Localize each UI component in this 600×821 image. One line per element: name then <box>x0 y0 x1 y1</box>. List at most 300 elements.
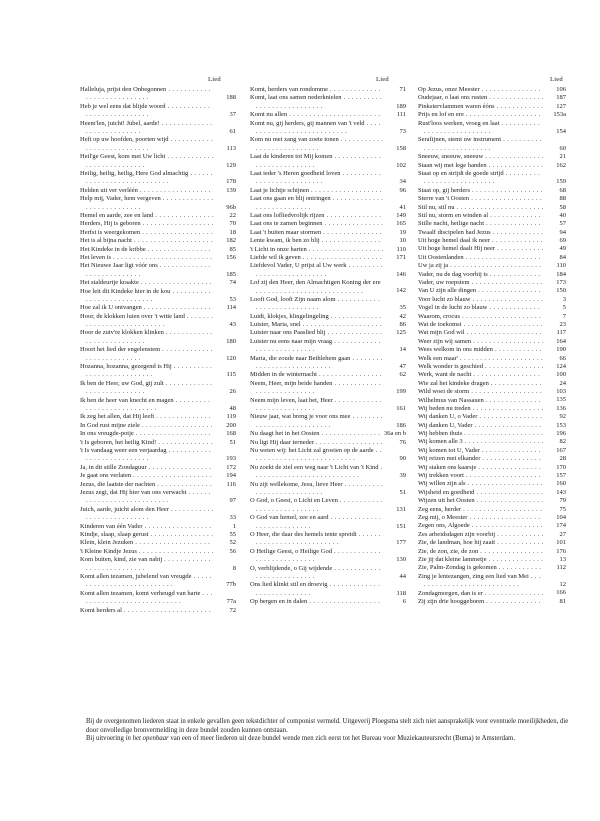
index-entry <box>418 254 566 262</box>
song-number: 61 <box>229 127 236 135</box>
index-entry <box>418 170 566 187</box>
index-entry <box>250 371 406 379</box>
song-title: Helden uit ver verléén . . . <box>80 187 236 195</box>
song-title: O, verblijdende, o Gij wijdende . . . <box>250 565 406 582</box>
index-entry <box>250 464 406 481</box>
song-number: 49 <box>559 245 566 253</box>
song-number: 22 <box>229 211 236 219</box>
index-entry <box>418 338 566 346</box>
song-title: Jezus, die laatste der nachten . . . <box>80 481 236 489</box>
index-entry <box>250 86 406 94</box>
song-title: Nu zijt wellekome, Jesu, lieve Heer . . . <box>250 481 406 498</box>
song-title: Wij komen tot U, Vader . . . <box>418 447 566 455</box>
song-title: 't Is geboren, het heilig Kind! . . . <box>80 439 236 447</box>
index-entry <box>80 195 236 212</box>
song-title: Komt nu allen . . . <box>250 111 406 119</box>
index-entry <box>250 355 406 372</box>
song-title: Liefde wil ik geven . . . <box>250 254 406 262</box>
song-number: 37 <box>229 111 236 119</box>
index-entry <box>250 413 406 430</box>
song-number: 142 <box>396 287 406 295</box>
song-title: Zie, de landman, hoe hij zaait . . . <box>418 539 566 547</box>
index-entry <box>250 329 406 337</box>
song-title: Herders, Hij is geboren . . . <box>80 220 236 228</box>
song-number: 186 <box>396 421 406 429</box>
index-entry <box>418 313 566 321</box>
index-entry <box>80 187 236 195</box>
song-number: 115 <box>226 371 236 379</box>
song-title: Jezus zegt, dat Hij hier van ons verwacht . . . <box>80 489 236 506</box>
song-number: 8 <box>232 564 236 572</box>
song-title: Wijsheid en goedheid . . . <box>418 489 566 497</box>
song-number: 151 <box>396 522 406 530</box>
index-entry <box>250 439 406 447</box>
index-entry <box>418 262 566 270</box>
index-entry <box>418 237 566 245</box>
song-title: Kinderen van één Vader . . . <box>80 523 236 531</box>
song-number: 156 <box>226 253 236 261</box>
song-title: O God, o Geest, o Licht en Leven . . . <box>250 497 406 514</box>
index-column-3 <box>418 86 566 606</box>
index-entry <box>80 447 236 464</box>
song-number: 187 <box>556 94 566 102</box>
index-entry <box>418 94 566 102</box>
index-entry <box>250 581 406 598</box>
song-title: Ik ben de Heer, uw God, gij zult . . . <box>80 380 236 397</box>
song-title: Wij willen zijn als . . . <box>418 480 566 488</box>
index-entry <box>418 380 566 388</box>
index-entry <box>418 271 566 279</box>
song-title: Kom nu met zang van zoete tonen . . . <box>250 136 406 153</box>
song-number: 200 <box>226 421 236 429</box>
index-entry <box>250 313 406 321</box>
index-entry <box>250 565 406 582</box>
index-entry <box>250 254 406 262</box>
song-number: 135 <box>556 396 566 404</box>
song-title: Komt allen tezamen, jubelend van vreugde . . . <box>80 573 236 590</box>
song-number: 119 <box>226 413 236 421</box>
song-title: Prijs en lof en ere . . . <box>418 111 566 119</box>
song-title: Zeg eens, herder . . . <box>418 506 566 514</box>
song-title: Lente kwam, ik ben zo blij . . . <box>250 237 406 245</box>
index-entry <box>80 262 236 279</box>
song-title: Zegen ons, Algoede . . . <box>418 522 566 530</box>
song-number: 176 <box>556 547 566 555</box>
song-title: Staat op, gij herders . . . <box>418 187 566 195</box>
index-entry <box>418 388 566 396</box>
song-title: Hoe zal ik U ontvangen . . . <box>80 304 236 312</box>
index-entry <box>80 464 236 472</box>
song-number: 168 <box>226 430 236 438</box>
song-number: 39 <box>399 472 406 480</box>
index-entry <box>418 405 566 413</box>
song-number: 110 <box>556 262 566 270</box>
song-title: Wilhelmus van Nassauen . . . <box>418 397 566 405</box>
song-title: Komt, laat ons samen nederknielen . . . <box>250 94 406 111</box>
song-title: Het leven is . . . <box>80 254 236 262</box>
index-entry <box>80 413 236 421</box>
song-number: 178 <box>226 178 236 186</box>
song-number: 150 <box>556 287 566 295</box>
song-title: Ik ben de heer van knecht en magen . . . <box>80 397 236 414</box>
index-entry <box>418 371 566 379</box>
song-number: 86 <box>399 321 406 329</box>
index-entry <box>250 94 406 111</box>
index-entry <box>250 170 406 187</box>
song-title: Komt nu, gij herders, gij mannen van 't veld . . . <box>250 120 406 137</box>
index-entry <box>250 296 406 313</box>
index-entry <box>80 481 236 489</box>
song-number: 120 <box>226 354 236 362</box>
index-entry <box>250 481 406 498</box>
song-number: 189 <box>396 102 406 110</box>
song-number: 194 <box>226 472 236 480</box>
footnote-attribution: Bij de overgenomen liederen staat in enkele gevallen geen tekstdichter of componist vermeld. Uitgeverij Ploegsma stelt zich niet aansprakelijk voor eventuele moeilijkheden, die door onvolledige bronvermelding in deze bundel zouden kunnen ontstaan. <box>86 718 569 734</box>
song-number: 153a <box>553 111 566 119</box>
index-entry <box>418 220 566 228</box>
song-number: 129 <box>226 161 236 169</box>
song-number: 57 <box>559 220 566 228</box>
index-entry <box>418 514 566 522</box>
index-entry <box>80 430 236 438</box>
song-title: Wees welkom in ons midden . . . <box>418 346 566 354</box>
song-number: 166 <box>556 589 566 597</box>
index-entry <box>418 187 566 195</box>
song-title: Heft op uw hoofden, poorten wijd . . . <box>80 136 236 153</box>
song-number: 12 <box>559 581 566 589</box>
song-title: Maria, die zoude naar Bethlehem gaan . . . <box>250 355 406 372</box>
song-title: Je gaat ons verlaten . . . <box>80 472 236 480</box>
index-entry <box>250 531 406 548</box>
song-number: 101 <box>556 539 566 547</box>
index-entry <box>80 329 236 346</box>
song-title: Stille nacht, heilige nacht . . . <box>418 220 566 228</box>
song-number: 28 <box>559 455 566 463</box>
song-title: Op bergen en in dalen . . . <box>250 598 406 606</box>
song-number: 94 <box>559 228 566 236</box>
song-number: 110 <box>396 245 406 253</box>
song-title: Nu zoekt de ziel een weg naar 't Licht van 't Kind . . . <box>250 464 406 481</box>
song-number: 71 <box>399 85 406 93</box>
song-number: 136 <box>556 404 566 412</box>
index-entry <box>80 380 236 397</box>
song-title: Komt, herders van rondomme . . . <box>250 86 406 94</box>
song-title: Heil'ge Geest, kom met Uw licht . . . <box>80 153 236 170</box>
song-title: Nieuw jaar, wat breng je voor ons mee . . . <box>250 413 406 430</box>
song-number: 66 <box>559 354 566 362</box>
song-title: Vader, nu de dag voorbij is . . . <box>418 271 566 279</box>
index-entry <box>418 455 566 463</box>
song-title: Rust'loos werken, vroeg en laat . . . <box>418 120 566 137</box>
song-title: Zing je lentezangen, zing een lied van Mei . . . <box>418 573 566 590</box>
song-title: Stil nu, storm en winden al . . . <box>418 212 566 220</box>
song-title: Hoe leit dit Kindeke hier in de kou . . . <box>80 288 236 305</box>
song-title: Hozanna, hozanna, gezegend is Hij . . . <box>80 363 236 380</box>
index-entry <box>250 187 406 195</box>
song-number: 158 <box>396 144 406 152</box>
song-title: Werk, want de nacht . . . <box>418 371 566 379</box>
index-entry <box>80 136 236 153</box>
index-entry <box>80 472 236 480</box>
song-title: Luister, Maria, snel . . . <box>250 321 406 329</box>
song-number: 77a <box>226 598 236 606</box>
song-number: 51 <box>229 438 236 446</box>
index-entry <box>250 497 406 514</box>
song-number: 77b <box>226 581 236 589</box>
index-entry <box>418 279 566 287</box>
song-title: Laat ieder 's Heren goedheid loven . . . <box>250 170 406 187</box>
index-entry <box>80 556 236 573</box>
song-title: Wij beden nu treden . . . <box>418 405 566 413</box>
song-title: Neem mijn leven, laat het, Heer . . . <box>250 397 406 414</box>
index-entry <box>418 564 566 572</box>
song-number: 7 <box>562 312 566 320</box>
song-number: 127 <box>556 102 566 110</box>
song-number: 81 <box>559 597 566 605</box>
song-number: 153 <box>556 421 566 429</box>
index-entry <box>250 153 406 170</box>
index-entry <box>250 136 406 153</box>
index-entry <box>80 170 236 187</box>
song-number: 51 <box>399 489 406 496</box>
song-number: 111 <box>396 111 406 119</box>
index-entry <box>418 321 566 329</box>
song-number: 43 <box>229 321 236 329</box>
song-title: Het is al bijna nacht . . . <box>80 237 236 245</box>
index-entry <box>250 279 406 296</box>
song-title: O God van hemel, zee en aard . . . <box>250 514 406 531</box>
song-number: 92 <box>559 413 566 421</box>
song-number: 125 <box>396 329 406 337</box>
index-entry <box>80 153 236 170</box>
song-title: O Heer, die daar des hemels tente spreidt . . . <box>250 531 406 548</box>
song-title: Pinkstervlammen waren éóns . . . <box>418 103 566 111</box>
song-title: Uit Oostenlanden . . . <box>418 254 566 262</box>
index-entry <box>80 363 236 380</box>
index-entry <box>80 573 236 590</box>
song-title: Kindje, slaap, slaap gerust . . . <box>80 531 236 539</box>
song-number: 143 <box>556 488 566 496</box>
song-title: Weer zijn wij samen . . . <box>418 338 566 346</box>
song-title: Uw ja zij ja . . . <box>418 262 566 270</box>
song-number: 196 <box>556 430 566 438</box>
index-entry <box>418 304 566 312</box>
song-title: Hemel en aarde, zee en land . . . <box>80 212 236 220</box>
song-title: Waarom, crocus . . . <box>418 313 566 321</box>
index-entry <box>80 397 236 414</box>
song-title: Staan wij met lege handen . . . <box>418 162 566 170</box>
index-entry <box>250 120 406 137</box>
index-entry <box>80 304 236 312</box>
song-number: 34 <box>399 178 406 186</box>
index-entry <box>418 497 566 505</box>
song-title: Staat op en strijdt de goede strijd . . . <box>418 170 566 187</box>
song-title: Wij hebben thuis . . . <box>418 430 566 438</box>
song-number: 100 <box>556 371 566 379</box>
song-title: Wij danken U, Vader . . . <box>418 422 566 430</box>
index-entry <box>80 120 236 137</box>
index-entry <box>80 346 236 363</box>
song-title: Zie, de zon, zie, de zon . . . <box>418 548 566 556</box>
song-number: 58 <box>559 203 566 211</box>
song-number: 171 <box>396 253 406 261</box>
index-entry <box>80 237 236 245</box>
index-entry <box>250 380 406 397</box>
song-title: Komt herders al . . . <box>80 607 236 615</box>
song-title: Welk wonder is geschied . . . <box>418 363 566 371</box>
song-number: 130 <box>396 556 406 564</box>
song-number: 172 <box>226 463 236 471</box>
song-number: 24 <box>559 379 566 387</box>
index-entry <box>80 422 236 430</box>
song-number: 112 <box>556 564 566 572</box>
song-title: Wild woei de storm . . . <box>418 388 566 396</box>
song-number: 14 <box>399 346 406 354</box>
index-entry <box>418 422 566 430</box>
song-title: Ons lied klinkt stil en droevig . . . <box>250 581 406 598</box>
song-number: 157 <box>556 472 566 479</box>
index-entry <box>418 363 566 371</box>
song-title: Zie jij dat kleine lammetje . . . <box>418 556 566 564</box>
song-title: O Heilige Geest, o Heilige God . . . <box>250 548 406 565</box>
index-entry <box>418 430 566 438</box>
index-entry <box>80 86 236 103</box>
song-number: 5 <box>562 304 566 312</box>
song-title: Laat ons lofliedvrolijk rijzen . . . <box>250 212 406 220</box>
song-title: Wij komen alle 3 . . . <box>418 438 566 446</box>
index-entry <box>80 254 236 262</box>
song-number: 174 <box>556 522 566 530</box>
song-number: 41 <box>399 203 406 211</box>
song-title: Komt allen tezamen, komt verheugd van harte . . . <box>80 590 236 607</box>
index-entry <box>418 413 566 421</box>
song-number: 56 <box>229 547 236 555</box>
song-number: 185 <box>226 270 236 278</box>
song-title: In ons vreugde-potje . . . <box>80 430 236 438</box>
song-number: 118 <box>396 589 406 597</box>
song-title: Laat je lichtje schijnen . . . <box>250 187 406 195</box>
column-header-lied: Lied <box>208 76 221 83</box>
song-number: 160 <box>556 480 566 488</box>
song-number: 47 <box>399 363 406 371</box>
song-title: Nu daagt het in het Oosten . . . <box>250 430 406 438</box>
index-entry <box>250 598 406 606</box>
song-title: Laat de kinderen tot Mij komen . . . <box>250 153 406 170</box>
index-entry <box>418 522 566 530</box>
song-title: Luister naar ons Paaslied blij . . . <box>250 329 406 337</box>
index-entry <box>418 480 566 488</box>
song-number: 75 <box>559 505 566 513</box>
song-number: 21 <box>559 153 566 161</box>
song-title: Zij zijn drie hooggeboren . . . <box>418 598 566 606</box>
song-number: 40 <box>559 211 566 219</box>
song-title: 't Licht in onze harten . . . <box>250 246 406 254</box>
index-entry <box>418 539 566 547</box>
song-number: 106 <box>556 85 566 93</box>
index-column-2 <box>250 86 406 607</box>
song-number: 82 <box>559 438 566 446</box>
song-number: 10 <box>399 237 406 245</box>
index-entry <box>418 598 566 606</box>
footnote-performance: Bij uitvoering in het openbaar van een of meer liederen uit deze bundel wende men zich eerst tot het Bureau voor Muziekauteursrecht (Buma) te Amsterdam. <box>86 735 516 743</box>
song-title: Wij reizen met elkander . . . <box>418 455 566 463</box>
index-entry <box>418 296 566 304</box>
song-number: 199 <box>396 388 406 396</box>
index-entry <box>80 212 236 220</box>
song-number: 139 <box>226 186 236 194</box>
index-entry <box>418 346 566 354</box>
song-title: Halleluja, prijst den Onbegonnen . . . <box>80 86 236 103</box>
song-title: Nu ligt Hij daar terneder . . . <box>250 439 406 447</box>
index-entry <box>250 447 406 464</box>
index-entry <box>250 548 406 565</box>
song-number: 116 <box>226 480 236 488</box>
index-entry <box>80 489 236 506</box>
song-number: 182 <box>226 237 236 245</box>
column-header-lied: Lied <box>550 76 563 83</box>
song-title: Serafijnen, stemt uw instrument . . . <box>418 136 566 153</box>
song-number: 177 <box>396 539 406 547</box>
index-entry <box>418 153 566 161</box>
song-number: 84 <box>559 253 566 261</box>
index-entry <box>418 111 566 119</box>
song-number: 55 <box>229 530 236 538</box>
song-title: Hoor, de klokken luien over 't witte land . . . <box>80 313 236 330</box>
song-number: 1 <box>232 522 236 530</box>
song-number: 68 <box>559 186 566 194</box>
index-entry <box>418 195 566 203</box>
song-number: 167 <box>556 446 566 454</box>
song-title: Luister nu eens naar mijn vraag . . . <box>250 338 406 355</box>
song-title: Zie, Palm-Zondag is gekomen . . . <box>418 564 566 572</box>
index-entry <box>418 245 566 253</box>
song-title: Liefdevol Vader, U prijst al Uw werk . . . <box>250 262 406 279</box>
song-number: 96 <box>399 186 406 194</box>
index-entry <box>80 279 236 287</box>
song-title: Help mij, Vader, hem vergeven . . . <box>80 195 236 212</box>
index-entry <box>418 447 566 455</box>
song-number: 103 <box>556 388 566 396</box>
song-title: Uit hoge hemel daal ik neer . . . <box>418 237 566 245</box>
index-entry <box>418 287 566 295</box>
index-entry <box>418 590 566 598</box>
song-number: 73 <box>399 127 406 135</box>
song-number: 114 <box>226 304 236 312</box>
index-entry <box>250 514 406 531</box>
index-entry <box>250 430 406 438</box>
song-title: Wie zal het kindeke dragen . . . <box>418 380 566 388</box>
song-title: Sterre van 't Oosten . . . <box>418 195 566 203</box>
index-entry <box>80 220 236 228</box>
index-entry <box>418 531 566 539</box>
song-number: 96b <box>226 203 236 211</box>
song-title: Heem'len, juicht! Jubel, aarde! . . . <box>80 120 236 137</box>
song-number: 23 <box>559 320 566 328</box>
index-entry <box>80 246 236 254</box>
song-title: Voor lucht zo blauw . . . <box>418 296 566 304</box>
song-number: 117 <box>556 329 566 337</box>
song-title: 't Is vandaag weer een verjaardag . . . <box>80 447 236 464</box>
song-title: Het staldeurtje kraakte . . . <box>80 279 236 287</box>
index-entry <box>80 288 236 305</box>
index-entry <box>418 506 566 514</box>
song-number: 62 <box>399 371 406 379</box>
song-number: 154 <box>556 127 566 135</box>
index-column-1 <box>80 86 236 615</box>
song-title: Wat mijn God wil . . . <box>418 329 566 337</box>
song-number: 193 <box>226 455 236 463</box>
song-title: Sneeuw, sneeuw, sneeuw . . . <box>418 153 566 161</box>
